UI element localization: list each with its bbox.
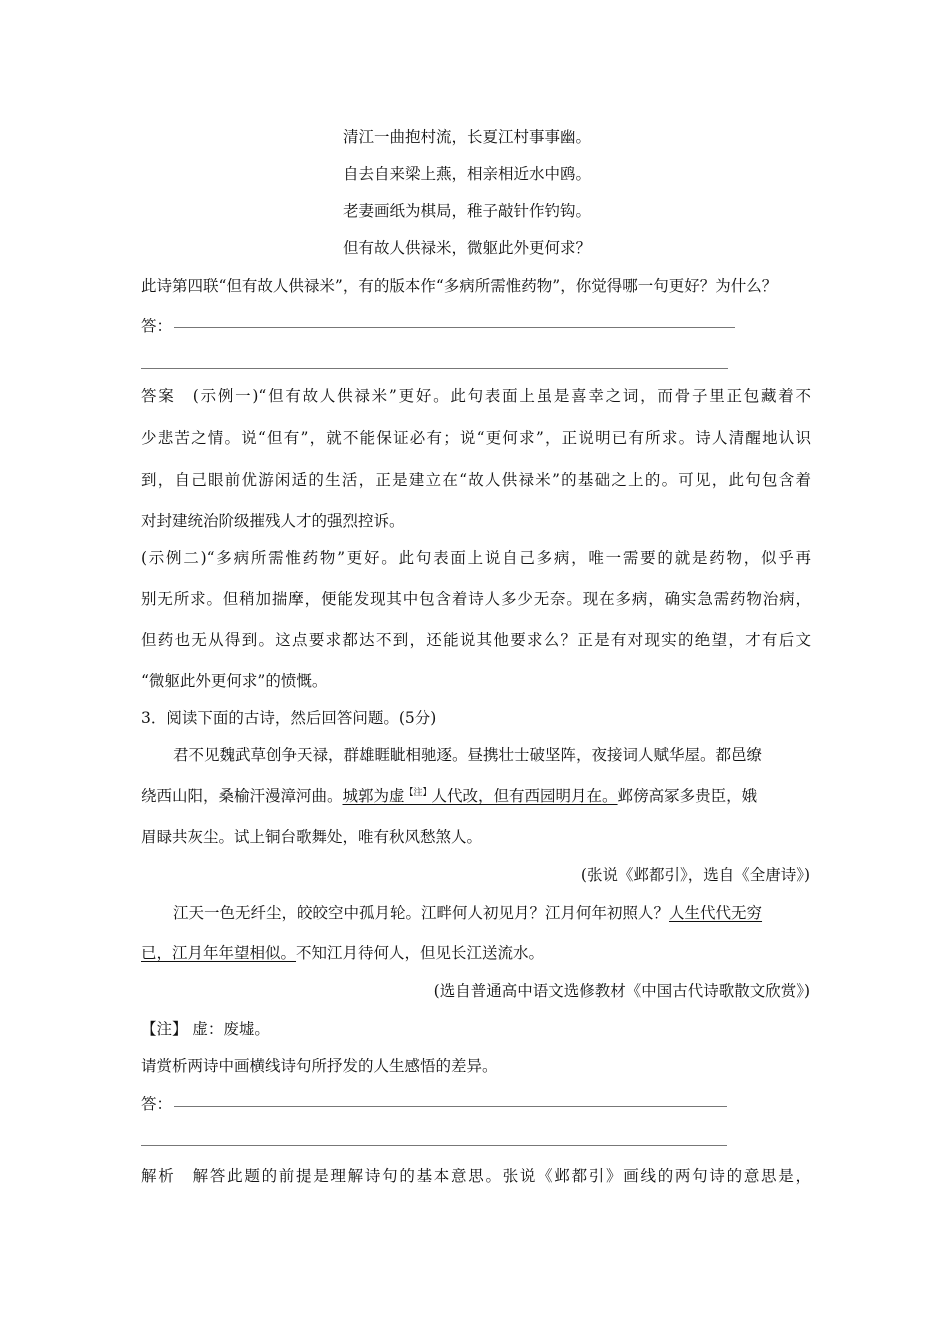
- analysis-text: 解析 解答此题的前提是理解诗句的基本意思。张说《邺都引》画线的两句诗的意思是，: [141, 1167, 811, 1185]
- underlined-text: 人代改，但有西园明月在。: [431, 787, 618, 805]
- underlined-verse: [343, 787, 618, 805]
- poem-a-text: 邺傍高冢多贵臣，娥: [617, 787, 758, 805]
- poem-line: 清江一曲抱村流，长夏江村事事幽。: [343, 128, 592, 146]
- answer-text: “微躯此外更何求”的愤慨。: [141, 672, 328, 690]
- answer-text: 到，自己眼前优游闲适的生活，正是建立在“故人供禄米”的基础之上的。可见，此句包含着: [141, 471, 811, 489]
- question-prompt: 请赏析两诗中画横线诗句所抒发的人生感悟的差异。: [141, 1057, 498, 1075]
- poem-a-text: 绕西山阳，桑榆汗漫漳河曲。: [141, 787, 343, 805]
- poem-a-line: 眉睩共灰尘。试上铜台歌舞处，唯有秋风愁煞人。: [141, 828, 483, 846]
- underlined-text: 人生代代无穷: [669, 904, 763, 922]
- answer-blank-line: [174, 1106, 727, 1107]
- poem-b-text: 不知江月待何人，但见长江送流水。: [296, 944, 545, 962]
- answer-label: 答：: [141, 1095, 173, 1113]
- answer-blank-line: [141, 368, 728, 369]
- question-prompt: 此诗第四联“但有故人供禄米”，有的版本作“多病所需惟药物”，你觉得哪一句更好？为什么？: [141, 277, 778, 295]
- answer-text: 别无所求。但稍加揣摩，便能发现其中包含着诗人多少无奈。现在多病，确实急需药物治病，: [141, 590, 811, 608]
- poem-a-line: [141, 785, 757, 807]
- answer-text: 对封建统治阶级摧残人才的强烈控诉。: [141, 512, 405, 530]
- poem-b-text: 江天一色无纤尘，皎皎空中孤月轮。江畔何人初见月？江月何年初照人？: [173, 904, 670, 922]
- poem-line: 自去自来梁上燕，相亲相近水中鸥。: [343, 165, 592, 183]
- answer-text: 答案 (示例一)“但有故人供禄米”更好。此句表面上虽是喜幸之词，而骨子里正包藏着不: [141, 387, 811, 405]
- poem-a-source: (张说《邺都引》，选自《全唐诗》): [580, 866, 810, 884]
- answer-text: 少悲苦之情。说“但有”，就不能保证必有；说“更何求”，正说明已有所求。诗人清醒地认识: [141, 429, 811, 447]
- poem-line: 但有故人供禄米，微躯此外更何求？: [343, 239, 592, 257]
- answer-label: 答：: [141, 317, 173, 335]
- answer-text: 但药也无从得到。这点要求都达不到，还能说其他要求么？正是有对现实的绝望，才有后文: [141, 631, 811, 649]
- underlined-text: 城郭为虚: [342, 787, 405, 805]
- answer-blank-line: [174, 327, 735, 328]
- poem-b-source: (选自普通高中语文选修教材《中国古代诗歌散文欣赏》): [433, 982, 810, 1000]
- poem-b-line: [141, 942, 544, 964]
- answer-text: (示例二)“多病所需惟药物”更好。此句表面上说自己多病，唯一需要的就是药物，似乎再: [141, 549, 811, 567]
- poem-line: 老妻画纸为棋局，稚子敲针作钓钩。: [343, 202, 592, 220]
- answer-blank-line: [141, 1145, 727, 1146]
- footnote: 【注】 虚：废墟。: [141, 1020, 270, 1038]
- poem-b-line: [173, 902, 762, 924]
- note-marker: 【注】: [404, 788, 432, 798]
- underlined-text: 已，江月年年望相似。: [141, 944, 297, 962]
- poem-a-line: 君不见魏武草创争天禄，群雄睚眦相驰逐。昼携壮士破坚阵，夜接词人赋华屋。都邑缭: [173, 746, 763, 764]
- question-heading: 3．阅读下面的古诗，然后回答问题。(5分): [141, 709, 437, 727]
